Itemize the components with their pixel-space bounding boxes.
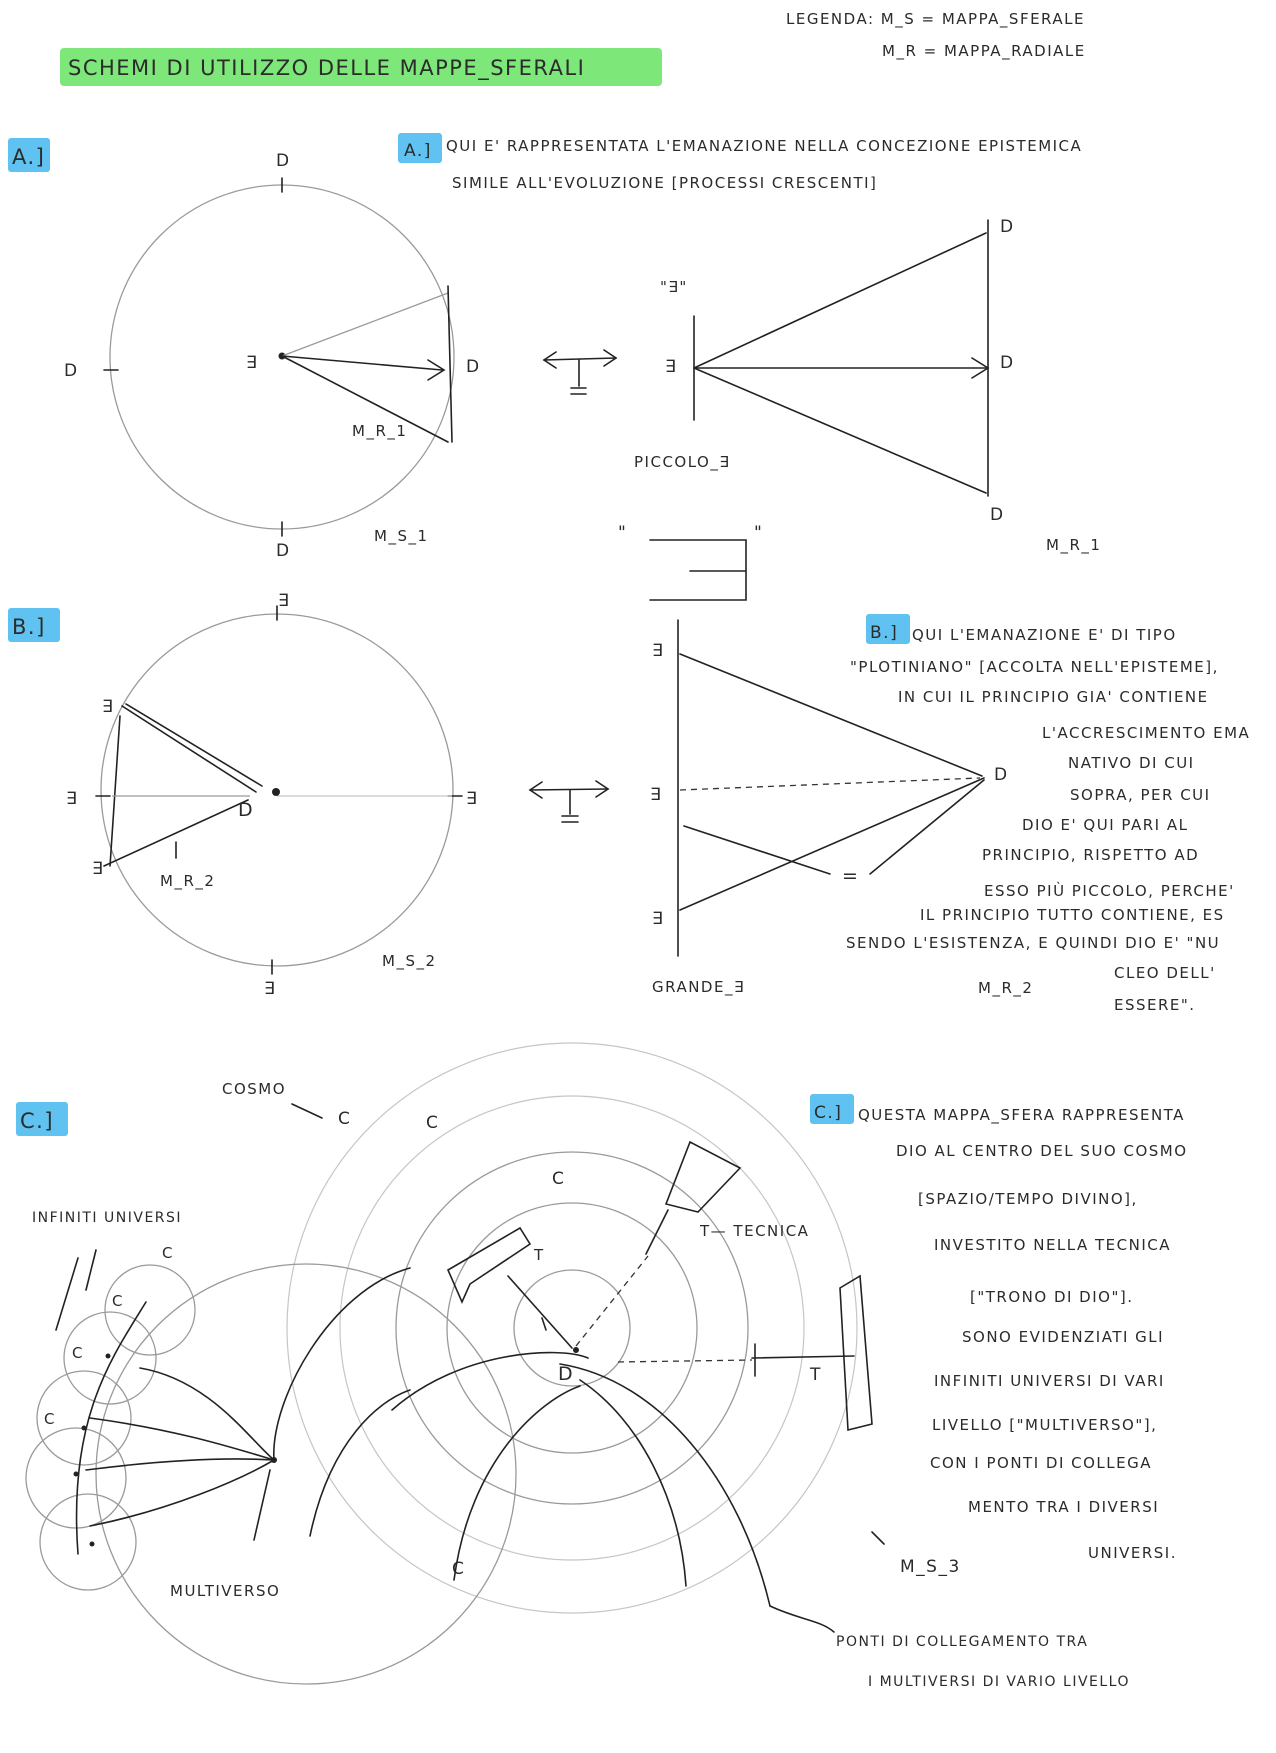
a-quote-e: "∃" — [660, 278, 688, 296]
a-small-label: PICCOLO_∃ — [634, 453, 731, 471]
c-center-point — [573, 1347, 579, 1353]
b-e-upper-left: ∃ — [102, 697, 115, 717]
section-b-text-line-11: SENDO L'ESISTENZA, E QUINDI DIO E' "NU — [846, 934, 1221, 952]
section-c-tag: C.] — [20, 1109, 55, 1133]
universe-5 — [40, 1494, 136, 1590]
universe-1 — [105, 1265, 195, 1355]
section-a-text-tag: A.] — [404, 141, 432, 161]
b-e-bottom: ∃ — [264, 979, 277, 999]
a-wedge-label: M_R_1 — [352, 422, 408, 440]
universe-c-2: C — [112, 1292, 124, 1310]
section-c-text-line-7: INFINITI UNIVERSI DI VARI — [934, 1372, 1165, 1390]
b-radial-e-top: ∃ — [652, 641, 665, 661]
cosmos-ring-outer — [287, 1043, 857, 1613]
section-c-text-line-8: LIVELLO ["MULTIVERSO"], — [932, 1416, 1158, 1434]
section-c-text-line-4: INVESTITO NELLA TECNICA — [934, 1236, 1172, 1254]
c-cosmo-label: COSMO — [222, 1080, 287, 1098]
t-block-left — [448, 1228, 530, 1302]
section-b-text-line-8: PRINCIPIO, RISPETTO AD — [982, 846, 1200, 864]
c-ring-c-outer: C — [426, 1113, 440, 1133]
section-b-text-line-1: QUI L'EMANAZIONE E' DI TIPO — [912, 626, 1177, 644]
b-e-left: ∃ — [66, 789, 79, 809]
universe-c-1: C — [162, 1244, 174, 1262]
a-d-left: D — [64, 361, 79, 381]
section-b-text-line-3: IN CUI IL PRINCIPIO GIA' CONTIENE — [898, 688, 1209, 706]
b-radial-d: D — [994, 765, 1009, 785]
section-c-text-line-5: ["TRONO DI DIO"]. — [970, 1288, 1134, 1306]
c-ponti-line-2: I MULTIVERSI DI VARIO LIVELLO — [868, 1674, 1130, 1690]
b-big-label: GRANDE_∃ — [652, 978, 745, 996]
page-title: SCHEMI DI UTILIZZO DELLE MAPPE_SFERALI — [68, 56, 586, 80]
b-radial-e-bottom: ∃ — [652, 909, 665, 929]
cosmos-ring-3 — [396, 1152, 748, 1504]
a-d-right: D — [466, 357, 481, 377]
section-c-text-line-2: DIO AL CENTRO DEL SUO COSMO — [896, 1142, 1188, 1160]
bracket-quote-left: " — [618, 523, 628, 543]
legend-line-1: LEGENDA: M_S = MAPPA_SFERALE — [786, 10, 1085, 28]
c-circle-label: M_S_3 — [900, 1557, 961, 1577]
section-c-text-line-1: QUESTA MAPPA_SFERA RAPPRESENTA — [858, 1106, 1185, 1124]
a-d-bottom: D — [276, 541, 291, 561]
b-radial-eq: = — [842, 865, 860, 887]
b-center-point — [272, 788, 280, 796]
universe-c-4: C — [44, 1410, 56, 1428]
a-d-top: D — [276, 151, 291, 171]
multiverso-circle — [96, 1264, 516, 1684]
section-a-text-line-1: QUI E' RAPPRESENTATA L'EMANAZIONE NELLA CONCEZIONE EPISTEMICA — [446, 137, 1083, 155]
c-infiniti-label: INFINITI UNIVERSI — [32, 1210, 183, 1226]
c-t-left: T — [534, 1246, 545, 1264]
b-wedge-label: M_R_2 — [160, 872, 216, 890]
section-b-text-line-12: CLEO DELL' — [1114, 964, 1216, 982]
a-radial-d-top: D — [1000, 217, 1015, 237]
section-a-tag: A.] — [12, 145, 46, 169]
c-ponti-line-1: PONTI DI COLLEGAMENTO TRA — [836, 1634, 1089, 1650]
section-a-text-line-2: SIMILE ALL'EVOLUZIONE [PROCESSI CRESCENTI] — [452, 174, 878, 192]
section-c-text-line-11: UNIVERSI. — [1088, 1544, 1177, 1562]
cosmos-ring-4 — [447, 1203, 697, 1453]
b-radial-e-mid: ∃ — [650, 785, 663, 805]
a-radial-e: ∃ — [665, 357, 678, 377]
c-tecnica-label: T— TECNICA — [700, 1222, 810, 1240]
a-radial-d-mid: D — [1000, 353, 1015, 373]
c-ring-c-bottom: C — [452, 1559, 466, 1579]
section-b-text-line-9: ESSO PIÙ PICCOLO, PERCHE' — [984, 882, 1235, 900]
c-multiverso-label: MULTIVERSO — [170, 1582, 281, 1600]
b-d-center: D — [238, 799, 255, 821]
section-b-text-line-10: IL PRINCIPIO TUTTO CONTIENE, ES — [920, 906, 1225, 924]
a-circle-label: M_S_1 — [374, 527, 429, 545]
b-e-top: ∃ — [278, 591, 291, 611]
b-e-right: ∃ — [466, 789, 479, 809]
section-b-text-line-4: L'ACCRESCIMENTO EMA — [1042, 724, 1251, 742]
section-b-text-line-13: ESSERE". — [1114, 996, 1196, 1014]
section-b-text-line-7: DIO E' QUI PARI AL — [1022, 816, 1189, 834]
section-c-text-line-10: MENTO TRA I DIVERSI — [968, 1498, 1160, 1516]
section-b-text-line-6: SOPRA, PER CUI — [1070, 786, 1211, 804]
section-b-text-line-2: "PLOTINIANO" [ACCOLTA NELL'EPISTEME], — [850, 658, 1219, 676]
section-c-text-line-9: CON I PONTI DI COLLEGA — [930, 1454, 1152, 1472]
c-ring-c-3: C — [552, 1169, 566, 1189]
c-cosmo-c: C — [338, 1109, 352, 1129]
a-e-center: ∃ — [246, 353, 259, 373]
section-b-text-tag: B.] — [870, 623, 899, 643]
section-b-tag: B.] — [12, 615, 46, 639]
t-block-top — [666, 1142, 740, 1212]
a-radial-label: M_R_1 — [1046, 536, 1102, 554]
section-b-text-line-5: NATIVO DI CUI — [1068, 754, 1195, 772]
b-radial-label: M_R_2 — [978, 979, 1034, 997]
section-c-text-line-3: [SPAZIO/TEMPO DIVINO], — [918, 1190, 1138, 1208]
legend-line-2: M_R = MAPPA_RADIALE — [882, 42, 1086, 60]
c-d-center: D — [558, 1363, 575, 1385]
section-c-text-tag: C.] — [814, 1103, 843, 1123]
section-c-text-line-6: SONO EVIDENZIATI GLI — [962, 1328, 1165, 1346]
a-radial-d-bottom: D — [990, 505, 1005, 525]
bracket-quote-right: " — [754, 523, 764, 543]
c-t-right: T — [810, 1365, 822, 1385]
b-circle-label: M_S_2 — [382, 952, 437, 970]
universe-c-3: C — [72, 1344, 84, 1362]
b-e-lower-left: ∃ — [92, 859, 105, 879]
